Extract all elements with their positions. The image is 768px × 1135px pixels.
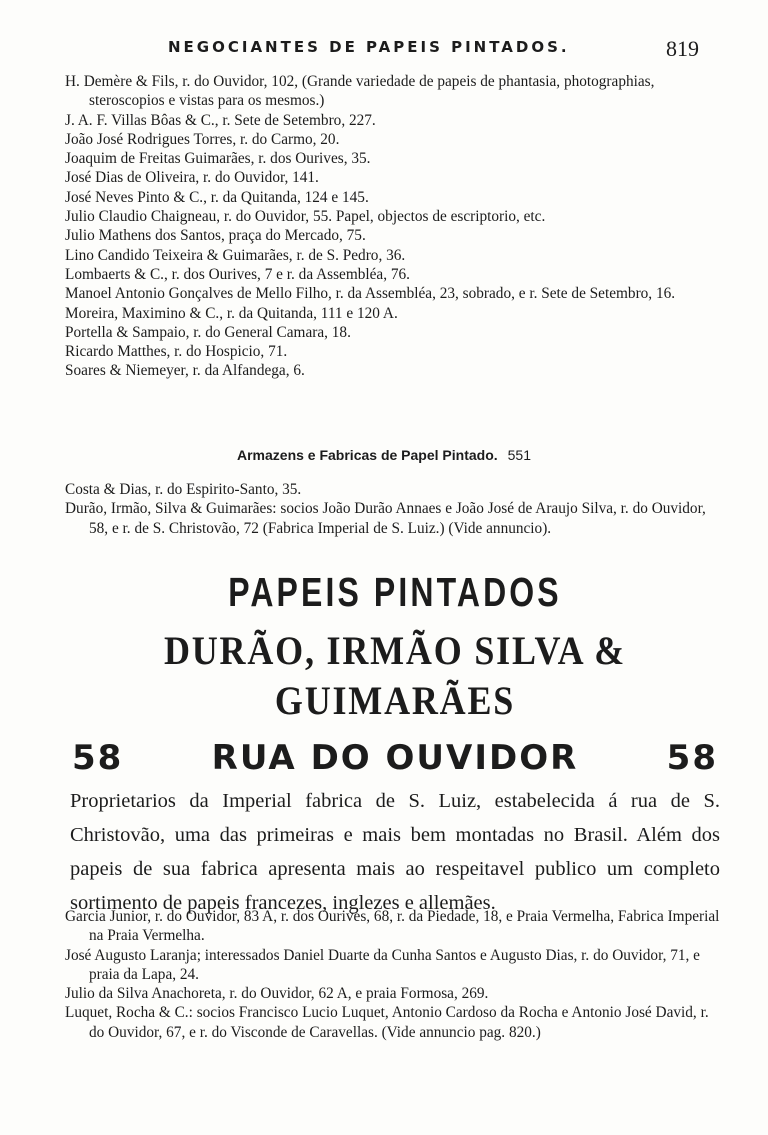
- list-item: Lino Candido Teixeira & Guimarães, r. de S. Pedro, 36.: [65, 246, 406, 264]
- list-item: Ricardo Matthes, r. do Hospicio, 71.: [65, 343, 288, 361]
- ad-firm-name: DURÃO, IRMÃO SILVA & GUIMARÃES: [163, 628, 627, 723]
- list-item: Moreira, Maximino & C., r. da Quitanda, 111 e 120 A.: [65, 304, 398, 322]
- list-item: José Dias de Oliveira, r. do Ouvidor, 141.: [65, 169, 319, 187]
- list-item: João José Rodrigues Torres, r. do Carmo, 20.: [65, 130, 340, 148]
- dealer-list: [65, 72, 725, 381]
- list-item: J. A. F. Villas Bôas & C., r. Sete de Setembro, 227.: [65, 111, 376, 129]
- ad-address-number-left: 58: [72, 738, 124, 778]
- list-item: Portella & Sampaio, r. do General Camara, 18.: [65, 323, 351, 341]
- dealer-list-continued: [65, 907, 725, 1042]
- list-item: Costa & Dias, r. do Espirito-Santo, 35.: [65, 481, 302, 498]
- section-title: Armazens e Fabricas de Papel Pintado.: [236, 447, 498, 463]
- list-item: Joaquim de Freitas Guimarães, r. dos Ourives, 35.: [65, 150, 371, 168]
- list-item: José Neves Pinto & C., r. da Quitanda, 124 e 145.: [65, 188, 369, 206]
- ad-address-street: RUA DO OUVIDOR: [211, 738, 579, 778]
- header-title: NEGOCIANTES DE PAPEIS PINTADOS.: [168, 38, 570, 56]
- list-item: Julio Claudio Chaigneau, r. do Ouvidor, 55. Papel, objectos de escriptorio, etc.: [65, 208, 546, 226]
- list-item: Soares & Niemeyer, r. da Alfandega, 6.: [65, 362, 305, 380]
- list-item: Lombaerts & C., r. dos Ourives, 7 e r. da Assembléa, 76.: [65, 265, 410, 283]
- page-number: 819: [666, 36, 699, 61]
- list-item: Garcia Junior, r. do Ouvidor, 83 A, r. dos Ourives, 68, r. da Piedade, 18, e Praia Vermelha, Fabrica Imperial na Praia Vermelha.: [65, 908, 724, 945]
- section-number: 551: [507, 447, 531, 463]
- warehouse-list: [65, 480, 725, 538]
- ad-body-text: Proprietarios da Imperial fabrica de S. Luiz, estabelecida á rua de S. Christovão, uma das primeiras e mais bem montadas no Brasil. Além dos papeis de sua fabrica apresenta mais ao respeitavel publico um completo sortimento de papeis francezes, inglezes e allemães.: [70, 790, 720, 914]
- ad-heading: PAPEIS PINTADOS: [228, 569, 562, 615]
- list-item: Manoel Antonio Gonçalves de Mello Filho, r. da Assembléa, 23, sobrado, e r. Sete de Setembro, 16.: [65, 285, 676, 303]
- list-item: José Augusto Laranja; interessados Daniel Duarte da Cunha Santos e Augusto Dias, r. do Ouvidor, 71, e praia da Lapa, 24.: [65, 946, 704, 983]
- list-item: Luquet, Rocha & C.: socios Francisco Lucio Luquet, Antonio Cardoso da Rocha e Antonio José David, r. do Ouvidor, 67, e r. do Visconde de Caravellas. (Vide annuncio pag. 820.): [65, 1004, 713, 1041]
- running-header: [0, 38, 768, 68]
- ad-address-number-right: 58: [666, 738, 718, 778]
- section-heading: [0, 447, 768, 463]
- list-item: Durão, Irmão, Silva & Guimarães: socios João Durão Annaes e João José de Araujo Silva, r. do Ouvidor, 58, e r. de S. Christovão, 72 (Fabrica Imperial de S. Luiz.) (Vide annuncio).: [65, 500, 710, 537]
- list-item: Julio Mathens dos Santos, praça do Mercado, 75.: [65, 227, 366, 245]
- list-item: H. Demère & Fils, r. do Ouvidor, 102, (Grande variedade de papeis de phantasia, photographias, steroscopios e vistas para os mesmos.): [65, 73, 659, 110]
- ad-address: [72, 738, 718, 778]
- list-item: Julio da Silva Anachoreta, r. do Ouvidor, 62 A, e praia Formosa, 269.: [65, 985, 489, 1003]
- advertisement: [70, 560, 720, 920]
